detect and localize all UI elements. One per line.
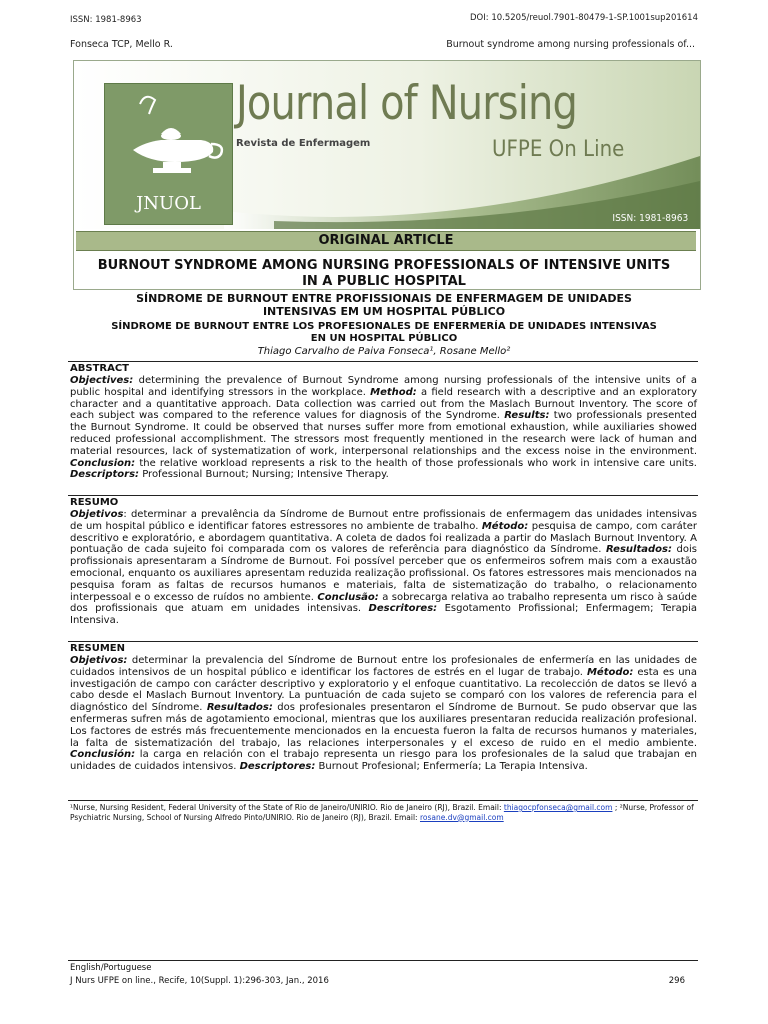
divider xyxy=(68,641,698,642)
journal-banner xyxy=(73,60,701,290)
metodo-label: Método: xyxy=(481,520,529,532)
banner-issn: ISSN: 1981-8963 xyxy=(612,213,688,224)
conclusao-label: Conclusão: xyxy=(317,591,379,603)
objectives-text: determining the prevalence of Burnout Syndrome among nursing professionals of the intensive units of a public hospital and identifying stressors in the workplace. xyxy=(70,375,697,398)
resumen-heading: RESUMEN xyxy=(70,643,126,654)
article-type-bar: ORIGINAL ARTICLE xyxy=(76,231,696,251)
objectives-label: Objectives: xyxy=(70,375,134,386)
results-text: two professionals presented the Burnout Syndrome. It could be observed that nurses suffer more from emotional exhaustion, while auxiliaries showed reduced professional accomplishment. The stressors most frequently mentioned in the research were lack of human and material resources, lack of systematization of work, interpersonal relationships and the excess noise in the environment. xyxy=(70,410,697,457)
footnote-part2: ; ²Nurse, Professor of Psychiatric Nursing, School of Nursing Alfredo Pinto/UNIRIO. Rio de Janeiro (RJ), Brazil. Email: xyxy=(70,803,694,822)
journal-logo xyxy=(104,83,233,225)
conclusion-text: the relative workload represents a risk to the health of those professionals who work in intensive care units. xyxy=(135,457,697,469)
resultados-label: Resultados: xyxy=(605,544,672,556)
results-label: Results: xyxy=(504,410,550,422)
resultados-text: dois profissionais apresentaram a Síndrome de Burnout. Foi possível perceber que os enfermeiros sofrem mais com a exaustão emocional, enquanto os auxiliares apresentam reduzida realização profissional. Os fatores estressores mais mencionados na pesquisa foram as faltas de recursos humanos e materiais, falta de sistematização do trabalho, o relacionamento interpessoal e o excesso de ruídos no ambiente. xyxy=(70,544,697,603)
divider xyxy=(68,495,698,496)
title-english-line2: IN A PUBLIC HOSPITAL xyxy=(302,274,466,289)
resumo-heading: RESUMO xyxy=(70,497,119,508)
divider xyxy=(68,800,698,801)
objetivos-es-text: determinar la prevalencia del Síndrome de Burnout entre los profesionales de enfermería en las unidades de cuidados intensivos de un hospital público e identificar los factores de estrés en el lugar de trabajo. xyxy=(70,655,697,678)
resultados-es-label: Resultados: xyxy=(206,702,273,714)
title-portuguese-line1: SÍNDROME DE BURNOUT ENTRE PROFISSIONAIS DE ENFERMAGEM DE UNIDADES xyxy=(136,292,632,305)
descritores-label: Descritores: xyxy=(368,603,438,615)
running-title: Burnout syndrome among nursing professionals of... xyxy=(446,39,695,50)
footer-divider xyxy=(68,960,698,961)
conclusion-es-text: la carga en relación con el trabajo representa un riesgo para los profesionales de la salud que trabajan en unidades de cuidados intensivos. xyxy=(70,749,697,773)
divider xyxy=(68,361,698,362)
metodo-es-label: Método: xyxy=(586,666,634,678)
page-number: 296 xyxy=(668,976,685,986)
metodo-text: pesquisa de campo, com caráter descritivo e exploratório, e abordagem quantitativa. A coleta de dados foi realizada a partir do Maslach Burnout Inventory. A pontuação de cada sujeito foi comparada com os valores de referência para diagnóstico da Síndrome. xyxy=(70,520,697,556)
oil-lamp-icon xyxy=(105,84,232,194)
resumen-body xyxy=(70,655,697,773)
doi-header: DOI: 10.5205/reuol.7901-80479-1-SP.1001sup201614 xyxy=(470,13,698,23)
author-footnote xyxy=(70,803,697,822)
title-english-line1: BURNOUT SYNDROME AMONG NURSING PROFESSIONALS OF INTENSIVE UNITS xyxy=(97,258,671,273)
email-link-1[interactable]: thiagocpfonseca@gmail.com xyxy=(503,803,613,812)
descriptores-es-text: Burnout Profesional; Enfermería; La Terapia Intensiva. xyxy=(315,761,588,773)
abstract-heading: ABSTRACT xyxy=(70,363,129,374)
descriptores-es-label: Descriptores: xyxy=(239,761,316,773)
abstract-body xyxy=(70,375,697,481)
objetivos-label: Objetivos xyxy=(70,509,124,520)
objetivos-es-label: Objetivos: xyxy=(70,655,128,666)
method-label: Method: xyxy=(370,386,417,398)
conclusion-es-label: Conclusión: xyxy=(70,749,136,761)
footer-language: English/Portuguese xyxy=(70,963,152,973)
resultados-es-text: dos profesionales presentaron el Síndrome de Burnout. Se pudo observar que las enfermeras sufren más de agotamiento emocional, mientras que los auxiliares presentaran reducida realización profesional. Los factores de estrés más frecuentemente mencionados en la encuesta fueron la falta de recursos humanos y materiales, la falta de sistematización del trabajo, las relaciones interpersonales y el exceso de ruido en el medio ambiente. xyxy=(70,702,697,749)
method-text: a field research with a descriptive and an exploratory character and a quantitative approach. Data collection was carried out from the Maslach Burnout Inventory. The score of each subject was compared to the reference values for diagnosis of the Syndrome. xyxy=(70,386,698,422)
descriptors-label: Descriptors: xyxy=(70,469,140,481)
logo-text: JNUOL xyxy=(136,193,201,214)
title-spanish-line1: SÍNDROME DE BURNOUT ENTRE LOS PROFESIONALES DE ENFERMERÍA DE UNIDADES INTENSIVAS xyxy=(111,321,657,332)
objetivos-text: : determinar a prevalência da Síndrome de Burnout entre profissionais de enfermagem das unidades intensivas de um hospital público e identificar fatores estressores no ambiente de trabalho. xyxy=(70,509,697,532)
conclusion-label: Conclusion: xyxy=(70,457,136,469)
footnote-part1: ¹Nurse, Nursing Resident, Federal University of the State of Rio de Janeiro/UNIRIO. Rio de Janeiro (RJ), Brazil. Email: xyxy=(70,803,504,812)
title-spanish-line2: EN UN HOSPITAL PÚBLICO xyxy=(310,333,458,344)
author-list: Thiago Carvalho de Paiva Fonseca¹, Rosane Mello² xyxy=(257,346,511,357)
journal-online: UFPE On Line xyxy=(492,137,625,162)
email-link-2[interactable]: rosane.dv@gmail.com xyxy=(419,812,504,822)
descriptors-text: Professional Burnout; Nursing; Intensive Therapy. xyxy=(139,469,389,481)
resumo-body xyxy=(70,509,697,627)
running-authors: Fonseca TCP, Mello R. xyxy=(70,39,173,50)
conclusao-text: a sobrecarga relativa ao trabalho representa um risco à saúde dos profissionais que atuam em unidades intensivas. xyxy=(70,591,697,615)
metodo-es-text: esta es una investigación de campo con carácter descriptivo y exploratorio y el enfoque cuantitativo. La recolección de datos se llevó a cabo desde el Maslach Burnout Inventory. La puntuación de cada sujeto se comparó con los valores de referencia para el diagnóstico del Síndrome. xyxy=(70,666,697,714)
title-portuguese-line2: INTENSIVAS EM UM HOSPITAL PÚBLICO xyxy=(262,305,506,318)
issn-header: ISSN: 1981-8963 xyxy=(70,15,142,25)
descritores-text: Esgotamento Profissional; Enfermagem; Terapia Intensiva. xyxy=(70,603,698,627)
footer-citation: J Nurs UFPE on line., Recife, 10(Suppl. 1):296-303, Jan., 2016 xyxy=(70,976,329,986)
journal-title: Journal of Nursing xyxy=(236,76,577,131)
journal-subtitle: Revista de Enfermagem xyxy=(236,138,371,149)
